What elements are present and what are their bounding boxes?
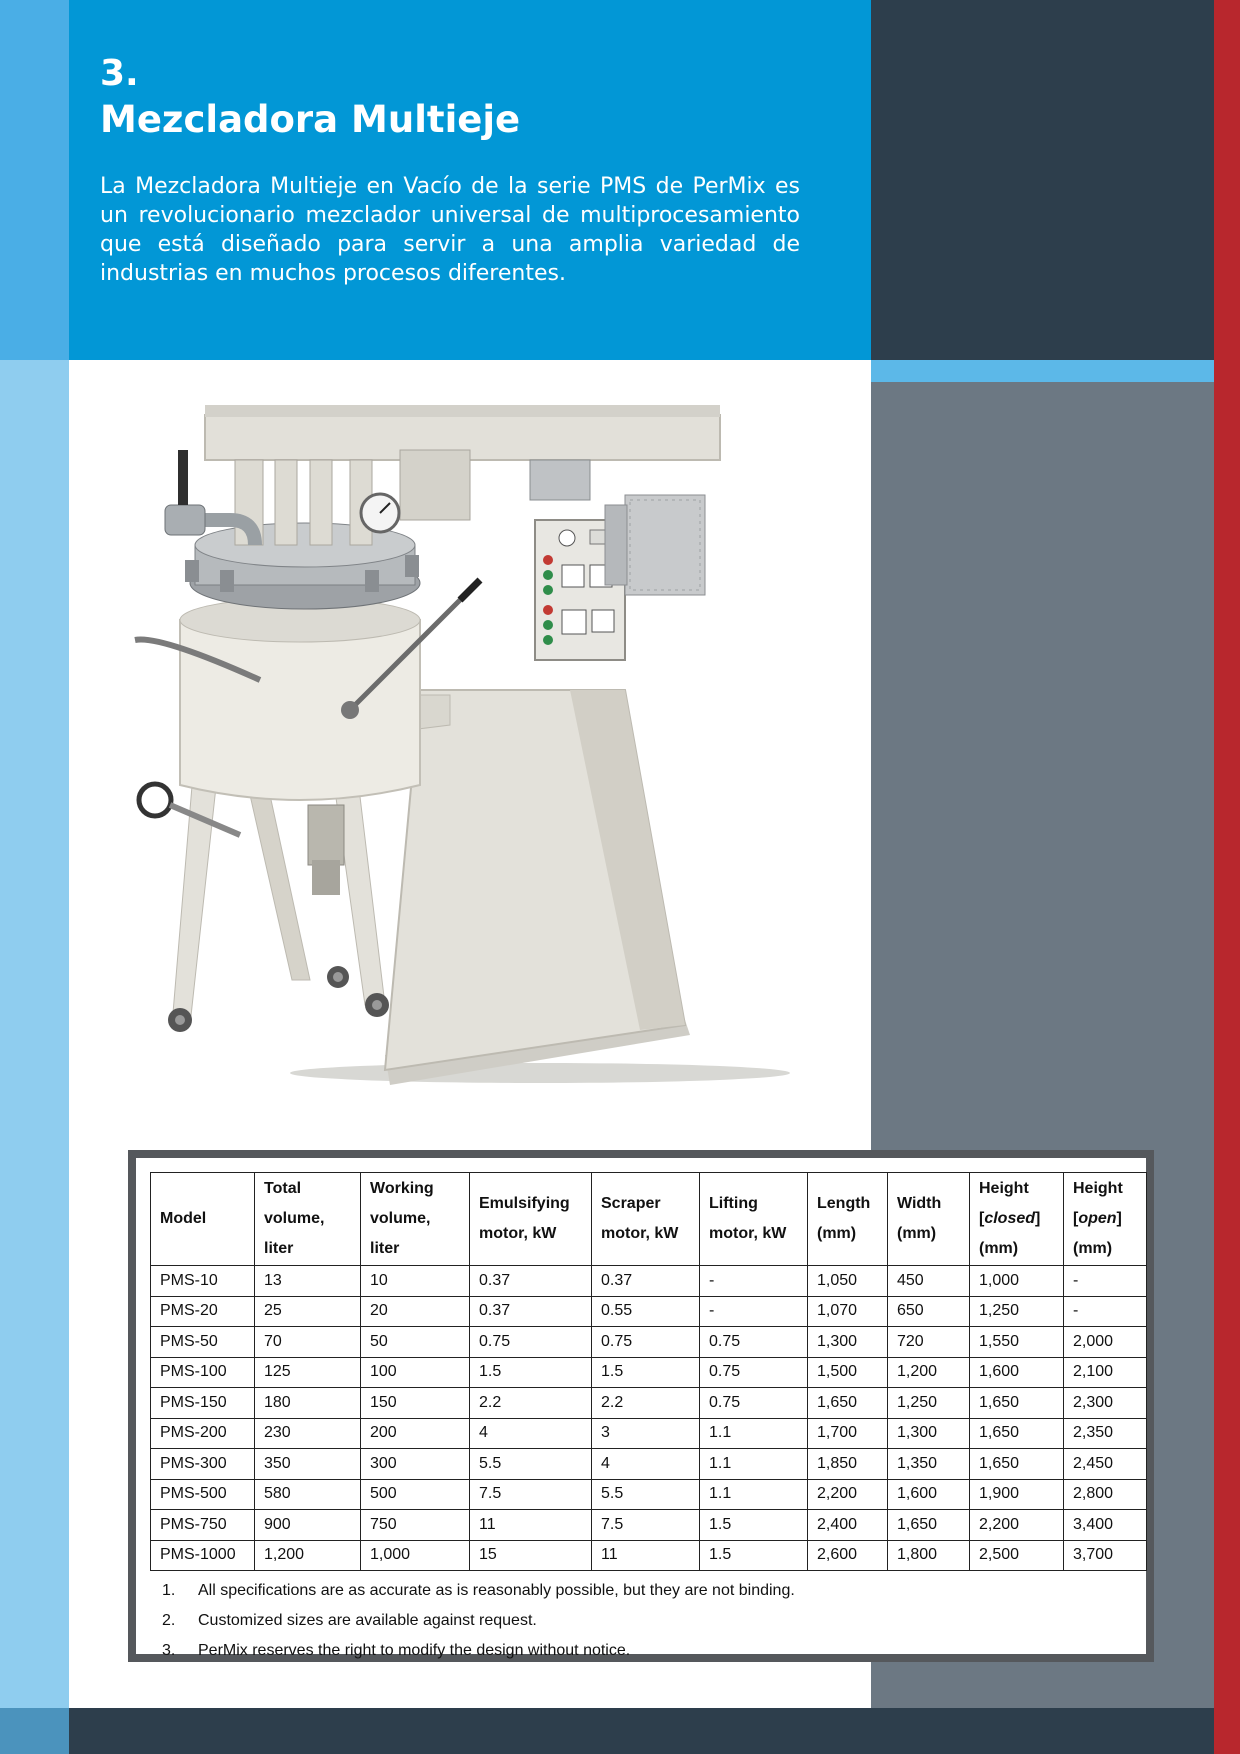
spec-cell: 11 — [592, 1540, 700, 1571]
column-header-text: Width — [897, 1195, 942, 1212]
spec-cell: 2,800 — [1064, 1479, 1147, 1510]
spec-cell: 50 — [361, 1327, 470, 1358]
spec-cell: 13 — [255, 1266, 361, 1297]
spec-cell: 450 — [888, 1266, 970, 1297]
column-header — [970, 1173, 1064, 1266]
light-blue-band — [871, 360, 1214, 382]
table-row — [151, 1357, 1147, 1388]
footnote-number: 3. — [162, 1642, 176, 1659]
column-header-text: volume, — [370, 1210, 431, 1227]
spec-cell: 1,300 — [888, 1418, 970, 1449]
spec-cell: 100 — [361, 1357, 470, 1388]
table-row — [151, 1296, 1147, 1327]
column-header-text: ] — [1035, 1210, 1041, 1227]
column-header — [255, 1173, 361, 1266]
column-header — [808, 1173, 888, 1266]
footer-bar — [69, 1708, 1214, 1754]
vacuum-mixer-illustration — [120, 405, 800, 1090]
column-header — [700, 1173, 808, 1266]
spec-cell: 5.5 — [592, 1479, 700, 1510]
spec-cell: 0.75 — [700, 1357, 808, 1388]
spec-cell: - — [700, 1266, 808, 1297]
column-header-text: (mm) — [817, 1225, 857, 1242]
page-title: Mezcladora Multieje — [100, 98, 521, 141]
spec-cell: 650 — [888, 1296, 970, 1327]
footnote-number: 2. — [162, 1612, 176, 1629]
table-row — [151, 1327, 1147, 1358]
table-row — [151, 1479, 1147, 1510]
footnote — [150, 1606, 1146, 1636]
section-number: 3. — [100, 53, 139, 94]
spec-cell: 1,070 — [808, 1296, 888, 1327]
spec-cell: 0.75 — [592, 1327, 700, 1358]
spec-cell: 1,000 — [970, 1266, 1064, 1297]
column-header — [888, 1173, 970, 1266]
spec-cell: 1.5 — [592, 1357, 700, 1388]
column-header-text: Scraper — [601, 1195, 661, 1212]
spec-cell: 1,550 — [970, 1327, 1064, 1358]
column-header-text: (mm) — [897, 1225, 937, 1242]
column-header — [151, 1173, 255, 1266]
column-header-text: motor, kW — [709, 1225, 787, 1242]
spec-cell: 1,000 — [361, 1540, 470, 1571]
column-header-text: [ — [1073, 1210, 1079, 1227]
column-header-text: open — [1078, 1210, 1117, 1227]
column-header-text: motor, kW — [479, 1225, 557, 1242]
spec-cell: 1,600 — [970, 1357, 1064, 1388]
column-header — [592, 1173, 700, 1266]
footnote-text: All specifications are as accurate as is reasonably possible, but they are not binding. — [198, 1582, 795, 1599]
spec-cell: 4 — [592, 1449, 700, 1480]
spec-cell: 1,700 — [808, 1418, 888, 1449]
model-cell: PMS-500 — [151, 1479, 255, 1510]
footnote — [150, 1636, 1146, 1666]
intro-paragraph: La Mezcladora Multieje en Vacío de la serie PMS de PerMix es un revolucionario mezclador universal de multiprocesamiento que está diseñado para servir a una amplia variedad de industrias en muchos procesos diferentes. — [100, 174, 800, 286]
spec-cell: 11 — [470, 1510, 592, 1541]
spec-cell: 1.5 — [700, 1510, 808, 1541]
spec-cell: 5.5 — [470, 1449, 592, 1480]
spec-cell: 3,400 — [1064, 1510, 1147, 1541]
column-header-text: Model — [160, 1210, 207, 1227]
column-header — [1064, 1173, 1147, 1266]
column-header-text: Total — [264, 1180, 302, 1197]
spec-cell: 720 — [888, 1327, 970, 1358]
column-header-text: (mm) — [1073, 1240, 1113, 1257]
footnote — [150, 1576, 1146, 1606]
spec-cell: 7.5 — [592, 1510, 700, 1541]
spec-cell: 3,700 — [1064, 1540, 1147, 1571]
left-accent-strip-top — [0, 0, 69, 360]
table-row — [151, 1266, 1147, 1297]
spec-cell: 1,650 — [970, 1388, 1064, 1419]
spec-cell: 2.2 — [592, 1388, 700, 1419]
column-header-text: volume, — [264, 1210, 325, 1227]
model-cell: PMS-200 — [151, 1418, 255, 1449]
table-row — [151, 1388, 1147, 1419]
spec-cell: 350 — [255, 1449, 361, 1480]
column-header-text: Working — [370, 1180, 434, 1197]
model-cell: PMS-750 — [151, 1510, 255, 1541]
model-cell: PMS-50 — [151, 1327, 255, 1358]
spec-cell: 0.37 — [470, 1296, 592, 1327]
spec-cell: 2,300 — [1064, 1388, 1147, 1419]
left-accent-strip — [0, 360, 69, 1708]
specification-table — [150, 1172, 1147, 1571]
spec-cell: 2,500 — [970, 1540, 1064, 1571]
model-cell: PMS-10 — [151, 1266, 255, 1297]
footnote-text: PerMix reserves the right to modify the design without notice. — [198, 1642, 631, 1659]
spec-cell: 0.37 — [592, 1266, 700, 1297]
spec-cell: 15 — [470, 1540, 592, 1571]
red-edge-strip — [1214, 0, 1240, 1754]
column-header-text: liter — [370, 1240, 400, 1257]
spec-cell: 2,200 — [970, 1510, 1064, 1541]
spec-cell: 1,800 — [888, 1540, 970, 1571]
spec-cell: 200 — [361, 1418, 470, 1449]
spec-cell: 1,250 — [970, 1296, 1064, 1327]
spec-cell: 10 — [361, 1266, 470, 1297]
column-header-text: Emulsifying — [479, 1195, 570, 1212]
spec-cell: 3 — [592, 1418, 700, 1449]
footnote-number: 1. — [162, 1582, 176, 1599]
column-header-text: Height — [979, 1180, 1029, 1197]
spec-cell: 1,650 — [970, 1449, 1064, 1480]
spec-cell: - — [1064, 1266, 1147, 1297]
spec-cell: 0.75 — [700, 1388, 808, 1419]
spec-cell: 0.75 — [700, 1327, 808, 1358]
model-cell: PMS-150 — [151, 1388, 255, 1419]
column-header-text: motor, kW — [601, 1225, 679, 1242]
spec-cell: 4 — [470, 1418, 592, 1449]
spec-cell: 1.1 — [700, 1449, 808, 1480]
spec-cell: 1,300 — [808, 1327, 888, 1358]
model-cell: PMS-1000 — [151, 1540, 255, 1571]
spec-cell: 25 — [255, 1296, 361, 1327]
column-header-text: closed — [984, 1210, 1036, 1227]
column-header-text: Lifting — [709, 1195, 758, 1212]
spec-cell: 580 — [255, 1479, 361, 1510]
spec-cell: 1,050 — [808, 1266, 888, 1297]
column-header-text: [ — [979, 1210, 985, 1227]
table-row — [151, 1540, 1147, 1571]
specification-card — [128, 1150, 1154, 1662]
spec-cell: 150 — [361, 1388, 470, 1419]
table-row — [151, 1418, 1147, 1449]
column-header — [361, 1173, 470, 1266]
footnote-text: Customized sizes are available against request. — [198, 1612, 537, 1629]
spec-cell: 1,650 — [970, 1418, 1064, 1449]
spec-cell: 1,850 — [808, 1449, 888, 1480]
spec-cell: 1,500 — [808, 1357, 888, 1388]
spec-cell: 500 — [361, 1479, 470, 1510]
column-header-text: Length — [817, 1195, 871, 1212]
spec-cell: 1,200 — [255, 1540, 361, 1571]
spec-cell: 300 — [361, 1449, 470, 1480]
spec-cell: 230 — [255, 1418, 361, 1449]
spec-cell: 2,000 — [1064, 1327, 1147, 1358]
spec-cell: 2,450 — [1064, 1449, 1147, 1480]
spec-cell: 2,200 — [808, 1479, 888, 1510]
spec-cell: 1,200 — [888, 1357, 970, 1388]
spec-cell: 1,600 — [888, 1479, 970, 1510]
model-cell: PMS-300 — [151, 1449, 255, 1480]
spec-cell: 2,100 — [1064, 1357, 1147, 1388]
column-header — [470, 1173, 592, 1266]
spec-cell: 2,400 — [808, 1510, 888, 1541]
spec-cell: 1,650 — [808, 1388, 888, 1419]
spec-cell: - — [700, 1296, 808, 1327]
column-header-text: (mm) — [979, 1240, 1019, 1257]
spec-cell: 1.1 — [700, 1479, 808, 1510]
spec-cell: 2.2 — [470, 1388, 592, 1419]
footnotes — [150, 1576, 1146, 1666]
model-cell: PMS-100 — [151, 1357, 255, 1388]
column-header-text: Height — [1073, 1180, 1123, 1197]
spec-cell: 0.75 — [470, 1327, 592, 1358]
spec-cell: 70 — [255, 1327, 361, 1358]
spec-cell: 750 — [361, 1510, 470, 1541]
spec-cell: - — [1064, 1296, 1147, 1327]
model-cell: PMS-20 — [151, 1296, 255, 1327]
left-accent-strip-bottom — [0, 1708, 69, 1754]
spec-cell: 1.5 — [700, 1540, 808, 1571]
spec-cell: 1,250 — [888, 1388, 970, 1419]
spec-cell: 20 — [361, 1296, 470, 1327]
spec-cell: 125 — [255, 1357, 361, 1388]
dark-side-panel — [871, 0, 1214, 360]
table-row — [151, 1449, 1147, 1480]
spec-cell: 0.37 — [470, 1266, 592, 1297]
column-header-text: ] — [1116, 1210, 1122, 1227]
spec-cell: 0.55 — [592, 1296, 700, 1327]
spec-cell: 2,600 — [808, 1540, 888, 1571]
spec-cell: 7.5 — [470, 1479, 592, 1510]
table-header-row — [151, 1173, 1147, 1266]
column-header-text: liter — [264, 1240, 294, 1257]
spec-cell: 1.5 — [470, 1357, 592, 1388]
spec-cell: 1,650 — [888, 1510, 970, 1541]
spec-cell: 1.1 — [700, 1418, 808, 1449]
spec-cell: 180 — [255, 1388, 361, 1419]
spec-cell: 1,900 — [970, 1479, 1064, 1510]
spec-cell: 2,350 — [1064, 1418, 1147, 1449]
spec-cell: 900 — [255, 1510, 361, 1541]
spec-cell: 1,350 — [888, 1449, 970, 1480]
table-row — [151, 1510, 1147, 1541]
